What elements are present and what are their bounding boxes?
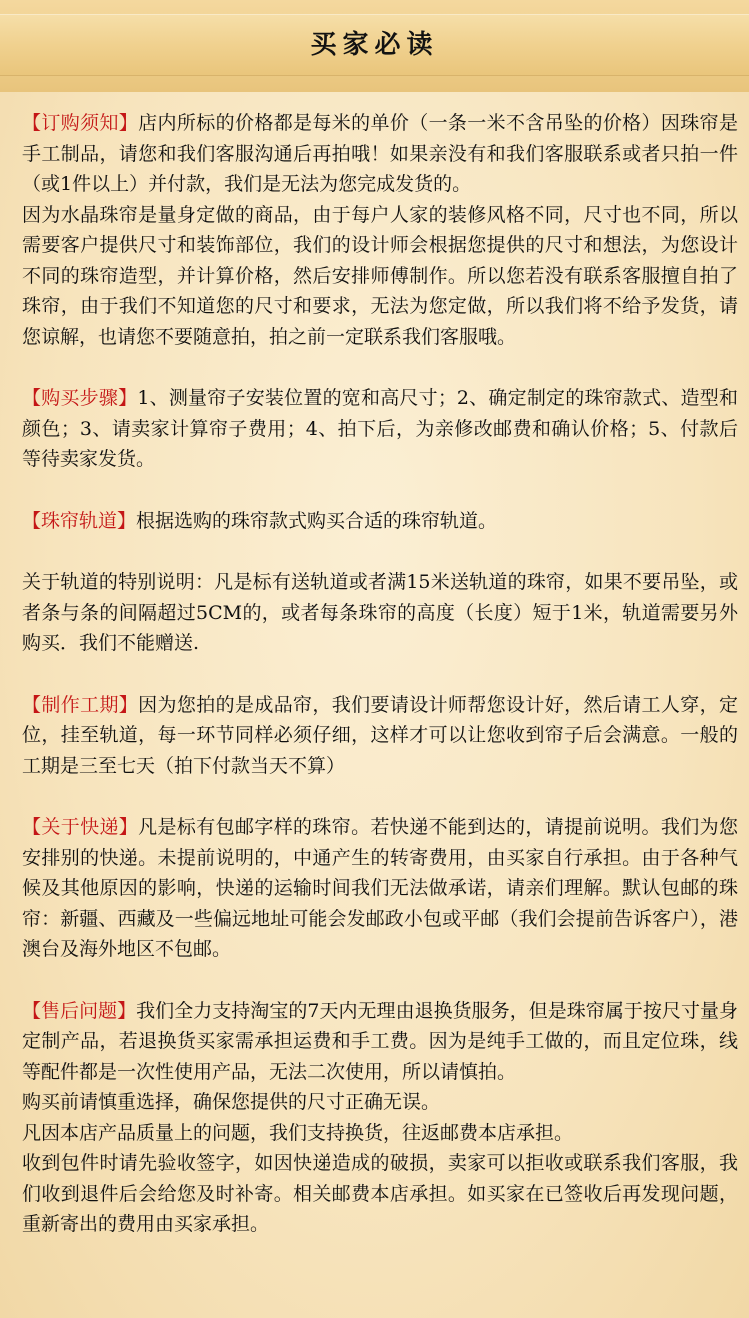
section-paragraph [22,996,738,1088]
section-extra-paragraph: 因为水晶珠帘是量身定做的商品，由于每户人家的装修风格不同，尺寸也不同，所以需要客户提供尺寸和装饰部位，我们的设计师会根据您提供的尺寸和想法，为您设计不同的珠帘造型，并计算价格，然后安排师傅制作。所以您若没有联系客服擅自拍了珠帘，由于我们不知道您的尺寸和要求，无法为您定做，所以我们将不给予发货，请您谅解，也请您不要随意拍，拍之前一定联系我们客服哦。 [22,203,738,348]
section-tag: 【制作工期】 [22,693,139,716]
section-production-time [22,690,738,782]
section-tag: 【关于快递】 [22,816,139,838]
section-paragraph [22,812,738,965]
page-title: 买家必读 [310,30,439,60]
section-curtain-track [22,506,738,537]
section-paragraph [22,383,738,475]
section-order-notice [22,108,738,352]
section-text: 店内所标的价格都是每米的单价（一条一米不含吊坠的价格）因珠帘是手工制品，请您和我们客服沟通后再拍哦！如果亲没有和我们客服联系或者只拍一件（或1件以上）并付款，我们是无法为您完成发货的。 [22,112,738,195]
section-paragraph [22,108,738,200]
notice-content [22,108,738,1271]
section-paragraph [22,567,738,659]
section-extra-paragraph: 购买前请慎重选择，确保您提供的尺寸正确无误。 [22,1091,441,1113]
section-text: 我们全力支持淘宝的7天内无理由退换货服务，但是珠帘属于按尺寸量身定制产品，若退换货买家需承担运费和手工费。因为是纯手工做的，而且定位珠，线等配件都是一次性使用产品，无法二次使用，所以请慎拍。 [22,999,738,1083]
section-track-note [22,567,738,659]
section-tag: 【售后问题】 [22,999,137,1022]
section-extra-paragraph: 凡因本店产品质量上的问题，我们支持换货，往返邮费本店承担。 [22,1121,574,1144]
section-tag: 【订购须知】 [22,112,139,134]
section-extra-paragraph: 收到包件时请先验收签字，如因快递造成的破损，卖家可以拒收或联系我们客服，我们收到退件后会给您及时补寄。相关邮费本店承担。如买家在已签收后再发现问题，重新寄出的费用由买家承担。 [22,1152,738,1235]
section-tag: 【购买步骤】 [22,387,138,409]
section-text: 凡是标有包邮字样的珠帘。若快递不能到达的，请提前说明。我们为您安排别的快递。未提前说明的，中通产生的转寄费用，由买家自行承担。由于各种气候及其他原因的影响，快递的运输时间我们无法做承诺，请亲们理解。默认包邮的珠帘：新疆、西藏及一些偏远地址可能会发邮政小包或平邮（我们会提前告诉客户），港澳台及海外地区不包邮。 [22,816,738,960]
section-text: 关于轨道的特别说明：凡是标有送轨道或者满15米送轨道的珠帘，如果不要吊坠，或者条与条的间隔超过5CM的，或者每条珠帘的高度（长度）短于1米，轨道需要另外购买．我们不能赠送. [22,571,738,654]
section-text: 1、测量帘子安装位置的宽和高尺寸；2、确定制定的珠帘款式、造型和颜色；3、请卖家计算帘子费用；4、拍下后，为亲修改邮费和确认价格；5、付款后等待卖家发货。 [22,387,738,470]
section-after-sales [22,996,738,1240]
section-text: 因为您拍的是成品帘，我们要请设计师帮您设计好，然后请工人穿，定位，挂至轨道，每一环节同样必须仔细，这样才可以让您收到帘子后会满意。一般的工期是三至七天（拍下付款当天不算） [22,693,738,777]
header-bar [0,0,749,92]
section-shipping [22,812,738,965]
section-text: 根据选购的珠帘款式购买合适的珠帘轨道。 [136,509,498,532]
section-paragraph [22,690,738,782]
section-tag: 【珠帘轨道】 [22,509,137,532]
section-paragraph [22,506,738,537]
section-purchase-steps [22,383,738,475]
